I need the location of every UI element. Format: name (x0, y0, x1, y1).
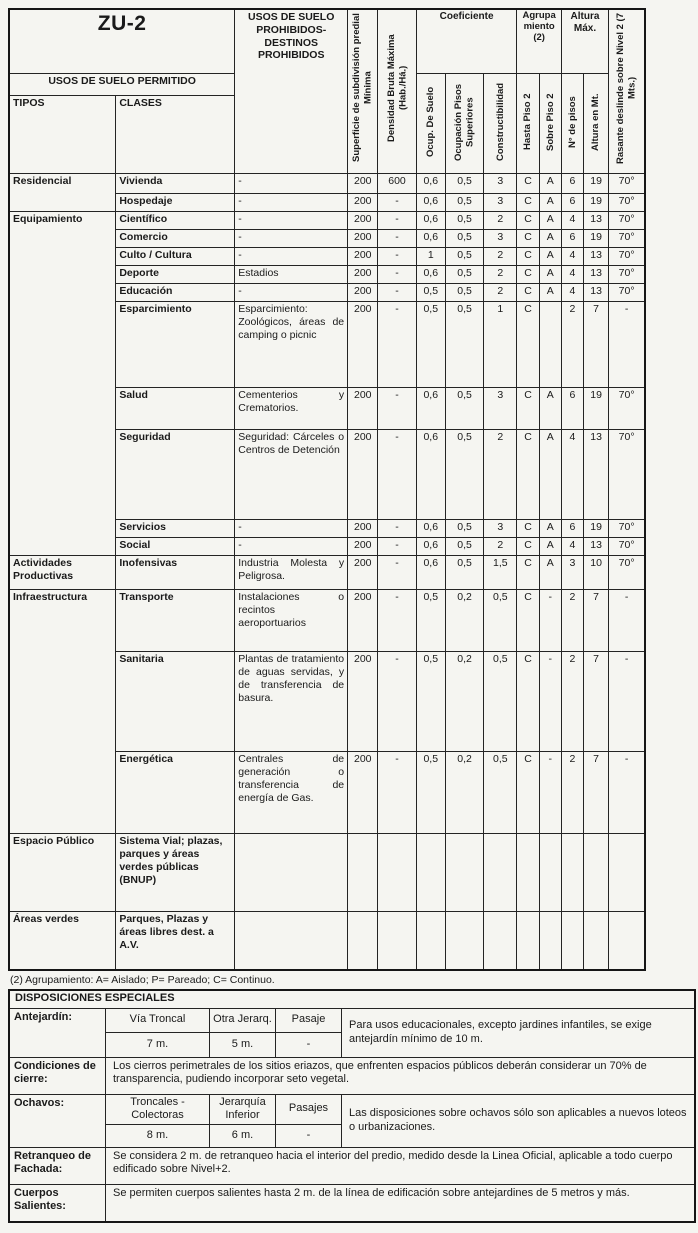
altura-mt-cell: 7 (583, 302, 608, 388)
ocup-suelo-cell: 0,5 (416, 284, 445, 302)
hasta-piso2-cell: C (517, 266, 539, 284)
col-header-altura-mt-label: Altura en Mt. (590, 92, 602, 151)
special-subtable-value: - (306, 1128, 311, 1141)
prohibidos-cell (235, 834, 348, 912)
altura-mt-cell (583, 912, 608, 970)
sobre-piso2-cell: A (539, 556, 561, 590)
superficie-cell: 200 (348, 194, 378, 212)
special-row (10, 1009, 694, 1057)
constructibilidad-cell: 2 (484, 248, 517, 266)
densidad-cell: - (378, 230, 416, 248)
superficie-cell: 200 (348, 590, 378, 652)
sobre-piso2-cell: - (539, 652, 561, 752)
clase-cell: Salud (116, 388, 235, 430)
rasante-cell: - (609, 302, 645, 388)
prohibidos-cell: - (235, 520, 348, 538)
group-header-agrupamiento: Agrupamiento (2) (517, 9, 561, 73)
special-subtable-value: 6 m. (210, 1125, 276, 1147)
ocup-pisos-cell: 0,5 (445, 194, 483, 212)
special-subtable-col-header: Pasaje (291, 1013, 326, 1026)
rasante-cell: 70° (609, 556, 645, 590)
n-pisos-cell: 2 (561, 302, 583, 388)
special-row-label: Cuerpos Salientes: (10, 1185, 106, 1221)
n-pisos-cell: 6 (561, 230, 583, 248)
n-pisos-cell: 2 (561, 652, 583, 752)
table-row (9, 212, 645, 230)
prohibidos-cell: - (235, 212, 348, 230)
hasta-piso2-cell: C (517, 174, 539, 194)
prohibidos-cell: - (235, 194, 348, 212)
sobre-piso2-cell: A (539, 538, 561, 556)
tipo-cell: Infraestructura (9, 590, 116, 834)
table-row (9, 590, 645, 652)
zoning-table (8, 8, 646, 971)
col-header-ocup-suelo-label: Ocup. De Suelo (425, 86, 437, 157)
special-row (10, 1094, 694, 1147)
col-header-constructibilidad (484, 73, 517, 174)
superficie-cell: 200 (348, 752, 378, 834)
n-pisos-cell: 3 (561, 556, 583, 590)
header-row-groups (9, 9, 645, 73)
clase-cell: Científico (116, 212, 235, 230)
ocup-suelo-cell (416, 834, 445, 912)
rasante-cell: 70° (609, 248, 645, 266)
superficie-cell: 200 (348, 248, 378, 266)
n-pisos-cell: 6 (561, 174, 583, 194)
special-row (10, 1057, 694, 1094)
prohibidos-cell: - (235, 248, 348, 266)
densidad-cell: - (378, 302, 416, 388)
ocup-pisos-cell: 0,5 (445, 230, 483, 248)
superficie-cell: 200 (348, 174, 378, 194)
n-pisos-cell: 6 (561, 520, 583, 538)
rasante-cell: - (609, 590, 645, 652)
table-body (9, 174, 645, 970)
col-header-ocup-suelo (416, 73, 445, 174)
col-header-rasante (609, 9, 645, 174)
table-row (9, 834, 645, 912)
ocup-suelo-cell: 0,6 (416, 212, 445, 230)
sobre-piso2-cell: - (539, 752, 561, 834)
altura-mt-cell: 7 (583, 752, 608, 834)
n-pisos-cell (561, 834, 583, 912)
table-row (9, 174, 645, 194)
sobre-piso2-cell: A (539, 388, 561, 430)
rasante-cell: 70° (609, 174, 645, 194)
special-dispositions-table (8, 989, 696, 1223)
col-header-ocup-pisos (445, 73, 483, 174)
clase-cell: Sanitaria (116, 652, 235, 752)
densidad-cell: - (378, 430, 416, 520)
col-header-ocup-pisos-label: Ocupación Pisos Superiores (453, 82, 476, 161)
special-row-label: Condiciones de cierre: (10, 1058, 106, 1094)
densidad-cell: - (378, 652, 416, 752)
clase-cell: Vivienda (116, 174, 235, 194)
superficie-cell: 200 (348, 284, 378, 302)
n-pisos-cell: 2 (561, 752, 583, 834)
col-header-superficie (348, 9, 378, 174)
special-subtable-value-row (106, 1125, 341, 1147)
ocup-suelo-cell: 0,6 (416, 388, 445, 430)
ocup-suelo-cell: 0,5 (416, 652, 445, 752)
hasta-piso2-cell: C (517, 590, 539, 652)
col-header-altura-mt (583, 73, 608, 174)
rasante-cell: 70° (609, 194, 645, 212)
densidad-cell (378, 834, 416, 912)
special-subtable-value: - (306, 1037, 311, 1050)
densidad-cell: - (378, 284, 416, 302)
tipo-cell: Áreas verdes (9, 912, 116, 970)
altura-mt-cell: 13 (583, 430, 608, 520)
n-pisos-cell: 4 (561, 212, 583, 230)
constructibilidad-cell: 1,5 (484, 556, 517, 590)
altura-mt-cell (583, 834, 608, 912)
rasante-cell: 70° (609, 212, 645, 230)
n-pisos-cell: 4 (561, 284, 583, 302)
special-subtable (106, 1095, 342, 1147)
hasta-piso2-cell: C (517, 556, 539, 590)
ocup-suelo-cell: 0,5 (416, 302, 445, 388)
special-row-text: Se considera 2 m. de retranqueo hacia el interior del predio, medido desde la Linea Oficial, aplicable a todo cuerpo edificado sobre Nivel+2. (113, 1149, 673, 1176)
ocup-pisos-cell: 0,5 (445, 248, 483, 266)
special-subtable-header-row (106, 1095, 341, 1126)
prohibidos-cell: Instalaciones o recintos aeroportuarios (235, 590, 348, 652)
altura-mt-cell: 10 (583, 556, 608, 590)
clase-cell: Inofensivas (116, 556, 235, 590)
prohibidos-cell: Cementerios y Crematorios. (235, 388, 348, 430)
densidad-cell: - (378, 520, 416, 538)
hasta-piso2-cell: C (517, 248, 539, 266)
hasta-piso2-cell: C (517, 302, 539, 388)
group-header-altura-max: Altura Máx. (561, 9, 608, 73)
densidad-cell: - (378, 538, 416, 556)
n-pisos-cell: 4 (561, 266, 583, 284)
clase-cell: Energética (116, 752, 235, 834)
prohibidos-cell: - (235, 174, 348, 194)
constructibilidad-cell: 2 (484, 212, 517, 230)
col-header-densidad (378, 9, 416, 174)
altura-mt-cell: 13 (583, 212, 608, 230)
rasante-cell (609, 912, 645, 970)
rasante-cell: - (609, 752, 645, 834)
ocup-suelo-cell: 0,6 (416, 174, 445, 194)
hasta-piso2-cell: C (517, 230, 539, 248)
n-pisos-cell: 6 (561, 388, 583, 430)
rasante-cell (609, 834, 645, 912)
superficie-cell: 200 (348, 520, 378, 538)
densidad-cell: 600 (378, 174, 416, 194)
superficie-cell: 200 (348, 388, 378, 430)
special-subtable-col-header: Otra Jerarq. (210, 1009, 276, 1033)
special-row (10, 1184, 694, 1221)
ocup-pisos-cell: 0,2 (445, 590, 483, 652)
group-header-coeficiente: Coeficiente (416, 9, 517, 73)
hasta-piso2-cell: C (517, 538, 539, 556)
zone-code: ZU-2 (9, 9, 235, 73)
hasta-piso2-cell: C (517, 430, 539, 520)
densidad-cell: - (378, 388, 416, 430)
densidad-cell: - (378, 212, 416, 230)
ocup-suelo-cell (416, 912, 445, 970)
special-dispositions-title: DISPOSICIONES ESPECIALES (10, 991, 694, 1009)
superficie-cell: 200 (348, 652, 378, 752)
sobre-piso2-cell (539, 302, 561, 388)
ocup-pisos-cell (445, 912, 483, 970)
table-row (9, 556, 645, 590)
tipo-cell: Equipamiento (9, 212, 116, 556)
constructibilidad-cell: 1 (484, 302, 517, 388)
altura-mt-cell: 13 (583, 284, 608, 302)
constructibilidad-cell: 2 (484, 538, 517, 556)
clase-cell: Educación (116, 284, 235, 302)
special-subtable-value-row (106, 1033, 341, 1057)
col-header-sobre-piso2 (539, 73, 561, 174)
hasta-piso2-cell: C (517, 388, 539, 430)
tipo-cell: Actividades Productivas (9, 556, 116, 590)
hasta-piso2-cell: C (517, 652, 539, 752)
special-row (10, 1147, 694, 1184)
ocup-pisos-cell: 0,5 (445, 302, 483, 388)
ocup-pisos-cell: 0,5 (445, 388, 483, 430)
constructibilidad-cell: 0,5 (484, 752, 517, 834)
sobre-piso2-cell: A (539, 174, 561, 194)
special-row-note: Para usos educacionales, excepto jardines infantiles, se exige antejardín mínimo de 10 m. (349, 1018, 652, 1045)
sobre-piso2-cell: A (539, 520, 561, 538)
n-pisos-cell: 4 (561, 248, 583, 266)
special-subtable (106, 1009, 342, 1057)
special-row-label: Retranqueo de Fachada: (10, 1148, 106, 1184)
constructibilidad-cell: 3 (484, 388, 517, 430)
ocup-suelo-cell: 0,6 (416, 556, 445, 590)
clase-cell: Social (116, 538, 235, 556)
superficie-cell: 200 (348, 266, 378, 284)
ocup-pisos-cell: 0,5 (445, 266, 483, 284)
superficie-cell: 200 (348, 556, 378, 590)
altura-mt-cell: 13 (583, 266, 608, 284)
n-pisos-cell (561, 912, 583, 970)
superficie-cell: 200 (348, 212, 378, 230)
clase-cell: Sistema Vial; plazas, parques y áreas verdes públicas (BNUP) (116, 834, 235, 912)
col-header-superficie-label: Superficie de subdivisión predial Mínima (351, 13, 374, 163)
rasante-cell: 70° (609, 538, 645, 556)
sobre-piso2-cell: - (539, 590, 561, 652)
altura-mt-cell: 7 (583, 590, 608, 652)
altura-mt-cell: 19 (583, 194, 608, 212)
ocup-pisos-cell: 0,2 (445, 652, 483, 752)
altura-mt-cell: 19 (583, 388, 608, 430)
constructibilidad-cell: 3 (484, 520, 517, 538)
clase-cell: Comercio (116, 230, 235, 248)
ocup-pisos-cell (445, 834, 483, 912)
col-header-densidad-label: Densidad Bruta Máxima (Hab./Há.) (385, 34, 409, 142)
special-row-label: Antejardín: (10, 1009, 106, 1057)
constructibilidad-cell: 3 (484, 174, 517, 194)
superficie-cell: 200 (348, 430, 378, 520)
densidad-cell: - (378, 266, 416, 284)
rasante-cell: 70° (609, 266, 645, 284)
ocup-suelo-cell: 1 (416, 248, 445, 266)
prohibidos-cell: Seguridad: Cárceles o Centros de Detención (235, 430, 348, 520)
col-header-rasante-label: Rasante deslinde sobre Nivel 2 (7 Mts.) (615, 12, 638, 164)
special-subtable-value: 8 m. (106, 1125, 210, 1147)
sobre-piso2-cell: A (539, 430, 561, 520)
altura-mt-cell: 13 (583, 248, 608, 266)
sobre-piso2-cell: A (539, 212, 561, 230)
densidad-cell: - (378, 752, 416, 834)
col-header-n-pisos-label: N° de pisos (566, 95, 578, 148)
col-header-prohibidos: USOS DE SUELO PROHIBIDOS- DESTINOS PROHIBIDOS (235, 9, 348, 174)
constructibilidad-cell (484, 912, 517, 970)
clase-cell: Esparcimiento (116, 302, 235, 388)
constructibilidad-cell: 2 (484, 284, 517, 302)
special-row-text: Los cierros perimetrales de los sitios eriazos, que enfrenten espacios públicos deberán considerar un 70% de transparencia, pudiendo incorporar seto vegetal. (113, 1059, 647, 1086)
ocup-pisos-cell: 0,5 (445, 284, 483, 302)
superficie-cell: 200 (348, 302, 378, 388)
clase-cell: Seguridad (116, 430, 235, 520)
ocup-pisos-cell: 0,5 (445, 212, 483, 230)
special-subtable-col-header: Pasajes (288, 1102, 329, 1115)
constructibilidad-cell: 2 (484, 266, 517, 284)
col-header-tipos: TIPOS (9, 95, 116, 174)
constructibilidad-cell: 0,5 (484, 590, 517, 652)
hasta-piso2-cell (517, 912, 539, 970)
densidad-cell: - (378, 590, 416, 652)
special-row-note: Las disposiciones sobre ochavos sólo son aplicables a nuevos loteos o urbanizaciones. (349, 1106, 687, 1133)
sobre-piso2-cell: A (539, 248, 561, 266)
special-dispositions-body (10, 1009, 694, 1221)
prohibidos-cell: Industria Molesta y Peligrosa. (235, 556, 348, 590)
sobre-piso2-cell (539, 834, 561, 912)
prohibidos-cell: - (235, 284, 348, 302)
n-pisos-cell: 4 (561, 538, 583, 556)
hasta-piso2-cell: C (517, 284, 539, 302)
prohibidos-cell: Plantas de tratamiento de aguas servidas, y de transferencia de basura. (235, 652, 348, 752)
col-header-n-pisos (561, 73, 583, 174)
special-subtable-col-header: Vía Troncal (106, 1009, 210, 1033)
densidad-cell (378, 912, 416, 970)
ocup-pisos-cell: 0,5 (445, 538, 483, 556)
clase-cell: Deporte (116, 266, 235, 284)
ocup-suelo-cell: 0,6 (416, 430, 445, 520)
densidad-cell: - (378, 194, 416, 212)
ocup-pisos-cell: 0,2 (445, 752, 483, 834)
superficie-cell (348, 912, 378, 970)
hasta-piso2-cell (517, 834, 539, 912)
clase-cell: Servicios (116, 520, 235, 538)
rasante-cell: 70° (609, 430, 645, 520)
table-header (9, 9, 645, 174)
clase-cell: Transporte (116, 590, 235, 652)
col-header-constructibilidad-label: Constructibilidad (494, 82, 506, 161)
special-subtable-col-header: Jerarquía Inferior (210, 1095, 276, 1125)
ocup-pisos-cell: 0,5 (445, 556, 483, 590)
hasta-piso2-cell: C (517, 194, 539, 212)
sobre-piso2-cell: A (539, 230, 561, 248)
hasta-piso2-cell: C (517, 752, 539, 834)
prohibidos-cell: Centrales de generación o transferencia de energía de Gas. (235, 752, 348, 834)
altura-mt-cell: 19 (583, 520, 608, 538)
densidad-cell: - (378, 556, 416, 590)
ocup-pisos-cell: 0,5 (445, 430, 483, 520)
special-row-text: Se permiten cuerpos salientes hasta 2 m. de la línea de edificación sobre antejardines de 5 metros y más. (113, 1186, 630, 1199)
n-pisos-cell: 6 (561, 194, 583, 212)
ocup-suelo-cell: 0,6 (416, 194, 445, 212)
ocup-suelo-cell: 0,6 (416, 266, 445, 284)
table-row (9, 912, 645, 970)
rasante-cell: 70° (609, 388, 645, 430)
special-subtable-value: 5 m. (210, 1033, 276, 1057)
tipo-cell: Espacio Público (9, 834, 116, 912)
tipo-cell: Residencial (9, 174, 116, 212)
special-subtable-value: 7 m. (106, 1033, 210, 1057)
hasta-piso2-cell: C (517, 520, 539, 538)
constructibilidad-cell: 2 (484, 430, 517, 520)
altura-mt-cell: 13 (583, 538, 608, 556)
rasante-cell: - (609, 652, 645, 752)
ocup-suelo-cell: 0,5 (416, 752, 445, 834)
rasante-cell: 70° (609, 230, 645, 248)
constructibilidad-cell (484, 834, 517, 912)
altura-mt-cell: 19 (583, 174, 608, 194)
altura-mt-cell: 19 (583, 230, 608, 248)
sobre-piso2-cell: A (539, 194, 561, 212)
ocup-suelo-cell: 0,6 (416, 538, 445, 556)
sobre-piso2-cell: A (539, 284, 561, 302)
sobre-piso2-cell (539, 912, 561, 970)
rasante-cell: 70° (609, 284, 645, 302)
clase-cell: Hospedaje (116, 194, 235, 212)
clase-cell: Culto / Cultura (116, 248, 235, 266)
superficie-cell (348, 834, 378, 912)
densidad-cell: - (378, 248, 416, 266)
col-header-hasta-piso2-label: Hasta Piso 2 (522, 93, 534, 150)
constructibilidad-cell: 0,5 (484, 652, 517, 752)
constructibilidad-cell: 3 (484, 194, 517, 212)
prohibidos-cell (235, 912, 348, 970)
n-pisos-cell: 4 (561, 430, 583, 520)
ocup-suelo-cell: 0,6 (416, 230, 445, 248)
ocup-suelo-cell: 0,6 (416, 520, 445, 538)
rasante-cell: 70° (609, 520, 645, 538)
sobre-piso2-cell: A (539, 266, 561, 284)
special-subtable-col-header: Troncales - Colectoras (106, 1095, 210, 1125)
superficie-cell: 200 (348, 230, 378, 248)
special-row-label: Ochavos: (10, 1095, 106, 1147)
ocup-suelo-cell: 0,5 (416, 590, 445, 652)
col-header-hasta-piso2 (517, 73, 539, 174)
prohibidos-cell: - (235, 538, 348, 556)
clase-cell: Parques, Plazas y áreas libres dest. a A.V. (116, 912, 235, 970)
special-subtable-header-row (106, 1009, 341, 1034)
prohibidos-cell: - (235, 230, 348, 248)
n-pisos-cell: 2 (561, 590, 583, 652)
footnote: (2) Agrupamiento: A= Aislado; P= Pareado; C= Continuo. (10, 973, 275, 986)
constructibilidad-cell: 3 (484, 230, 517, 248)
prohibidos-cell: Esparcimiento: Zoológicos, áreas de camping o picnic (235, 302, 348, 388)
col-header-sobre-piso2-label: Sobre Piso 2 (544, 92, 556, 151)
altura-mt-cell: 7 (583, 652, 608, 752)
ocup-pisos-cell: 0,5 (445, 520, 483, 538)
superficie-cell: 200 (348, 538, 378, 556)
permitted-uses-header: USOS DE SUELO PERMITIDO (9, 73, 235, 95)
prohibidos-cell: Estadios (235, 266, 348, 284)
col-header-clases: CLASES (116, 95, 235, 174)
ocup-pisos-cell: 0,5 (445, 174, 483, 194)
hasta-piso2-cell: C (517, 212, 539, 230)
